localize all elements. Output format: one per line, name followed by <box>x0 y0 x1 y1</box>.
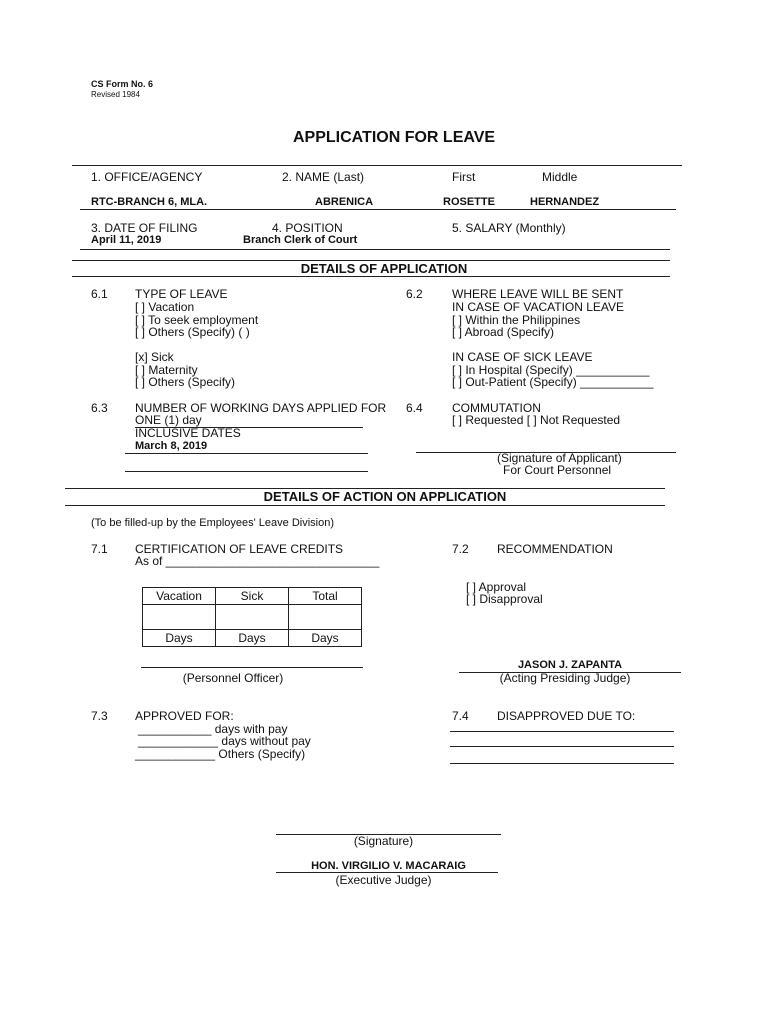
office-value: RTC-BRANCH 6, MLA. <box>91 196 208 208</box>
form-revised: Revised 1984 <box>91 90 140 99</box>
commutation-label: COMMUTATION <box>452 401 541 415</box>
rule <box>125 453 368 454</box>
approval-checkbox[interactable]: [ ] Approval <box>466 580 527 594</box>
form-code: CS Form No. 6 <box>91 79 154 89</box>
others-specify-checkbox[interactable]: [ ] Others (Specify) <box>135 375 236 389</box>
section-7-3-num: 7.3 <box>91 709 108 723</box>
details-heading: DETAILS OF APPLICATION <box>300 261 468 276</box>
section-7-2-num: 7.2 <box>452 542 469 556</box>
presiding-judge-title: (Acting Presiding Judge) <box>499 671 631 685</box>
within-philippines-checkbox[interactable]: [ ] Within the Philippines <box>452 313 581 327</box>
working-days-label: NUMBER OF WORKING DAYS APPLIED FOR <box>135 401 387 415</box>
credits-header-sick: Sick <box>216 588 289 605</box>
recommendation-label: RECOMMENDATION <box>497 542 613 556</box>
last-name-value: ABRENICA <box>315 196 374 208</box>
others-specify-field[interactable]: ____________ Others (Specify) <box>135 747 306 761</box>
office-label: 1. OFFICE/AGENCY <box>91 170 203 184</box>
rule <box>72 276 670 277</box>
section-6-1-num: 6.1 <box>91 287 108 301</box>
personnel-officer-label: (Personnel Officer) <box>182 671 284 685</box>
rule <box>141 667 363 668</box>
presiding-judge-name: JASON J. ZAPANTA <box>517 659 623 671</box>
section-7-1-num: 7.1 <box>91 542 108 556</box>
for-court-personnel-label: For Court Personnel <box>503 463 612 477</box>
section-6-3-num: 6.3 <box>91 401 108 415</box>
sick-case-label: IN CASE OF SICK LEAVE <box>452 350 593 364</box>
leave-credits-table <box>142 587 362 647</box>
working-days-value: ONE (1) day <box>135 413 202 427</box>
credits-unit-total: Days <box>289 630 362 647</box>
credits-unit-sick: Days <box>216 630 289 647</box>
type-of-leave-label: TYPE OF LEAVE <box>135 287 228 301</box>
middle-name-label: Middle <box>542 170 578 184</box>
section-6-4-num: 6.4 <box>406 401 423 415</box>
first-name-label: First <box>452 170 476 184</box>
maternity-checkbox[interactable]: [ ] Maternity <box>135 363 198 377</box>
section-7-4-num: 7.4 <box>452 709 469 723</box>
in-hospital-checkbox[interactable]: [ ] In Hospital (Specify) ___________ <box>452 363 650 377</box>
credits-unit-vacation: Days <box>143 630 216 647</box>
inclusive-dates-label: INCLUSIVE DATES <box>135 426 241 440</box>
sick-checkbox[interactable]: [x] Sick <box>135 350 174 364</box>
credits-total-cell[interactable] <box>289 605 362 630</box>
middle-name-value: HERNANDEZ <box>530 196 600 208</box>
action-heading: DETAILS OF ACTION ON APPLICATION <box>263 489 507 504</box>
rule <box>72 165 682 166</box>
first-name-value: ROSETTE <box>443 196 495 208</box>
days-with-pay-field[interactable]: ___________ days with pay <box>138 722 288 736</box>
as-of-field[interactable]: As of ________________________________ <box>135 554 380 568</box>
leave-division-note: (To be filled-up by the Employees' Leave Division) <box>91 517 334 529</box>
name-label: 2. NAME (Last) <box>282 170 365 184</box>
where-leave-label: WHERE LEAVE WILL BE SENT <box>452 287 624 301</box>
others-checkbox[interactable]: [ ] Others (Specify) ( ) <box>135 325 250 339</box>
credits-header-vacation: Vacation <box>143 588 216 605</box>
certification-label: CERTIFICATION OF LEAVE CREDITS <box>135 542 344 556</box>
salary-label: 5. SALARY (Monthly) <box>452 221 566 235</box>
executive-judge-name: HON. VIRGILIO V. MACARAIG <box>311 860 466 872</box>
position-value: Branch Clerk of Court <box>243 234 358 246</box>
commutation-options[interactable]: [ ] Requested [ ] Not Requested <box>452 413 621 427</box>
abroad-checkbox[interactable]: [ ] Abroad (Specify) <box>452 325 555 339</box>
rule <box>80 209 676 210</box>
credits-header-total: Total <box>289 588 362 605</box>
form-title: APPLICATION FOR LEAVE <box>293 129 496 146</box>
signature-label: (Signature) <box>353 834 414 848</box>
disapproval-reason-line[interactable] <box>450 731 674 732</box>
vacation-checkbox[interactable]: [ ] Vacation <box>135 300 195 314</box>
signature-applicant-label: (Signature of Applicant) <box>497 451 622 465</box>
days-without-pay-field[interactable]: ____________ days without pay <box>138 734 311 748</box>
date-filing-value: April 11, 2019 <box>91 234 162 246</box>
seek-employment-checkbox[interactable]: [ ] To seek employment <box>135 313 259 327</box>
rule <box>65 505 665 506</box>
disapproval-reason-line[interactable] <box>450 763 674 764</box>
disapproved-due-label: DISAPPROVED DUE TO: <box>497 709 636 723</box>
executive-judge-title: (Executive Judge) <box>335 873 432 887</box>
date-filing-label: 3. DATE OF FILING <box>91 221 198 235</box>
vacation-case-label: IN CASE OF VACATION LEAVE <box>452 300 625 314</box>
out-patient-checkbox[interactable]: [ ] Out-Patient (Specify) ___________ <box>452 375 654 389</box>
credits-vacation-cell[interactable] <box>143 605 216 630</box>
disapproval-reason-line[interactable] <box>450 746 674 747</box>
inclusive-dates-value: March 8, 2019 <box>135 440 208 452</box>
disapproval-checkbox[interactable]: [ ] Disapproval <box>466 592 543 606</box>
approved-for-label: APPROVED FOR: <box>135 709 234 723</box>
rule <box>125 471 368 472</box>
position-label: 4. POSITION <box>272 221 343 235</box>
rule <box>80 249 670 250</box>
credits-sick-cell[interactable] <box>216 605 289 630</box>
section-6-2-num: 6.2 <box>406 287 423 301</box>
